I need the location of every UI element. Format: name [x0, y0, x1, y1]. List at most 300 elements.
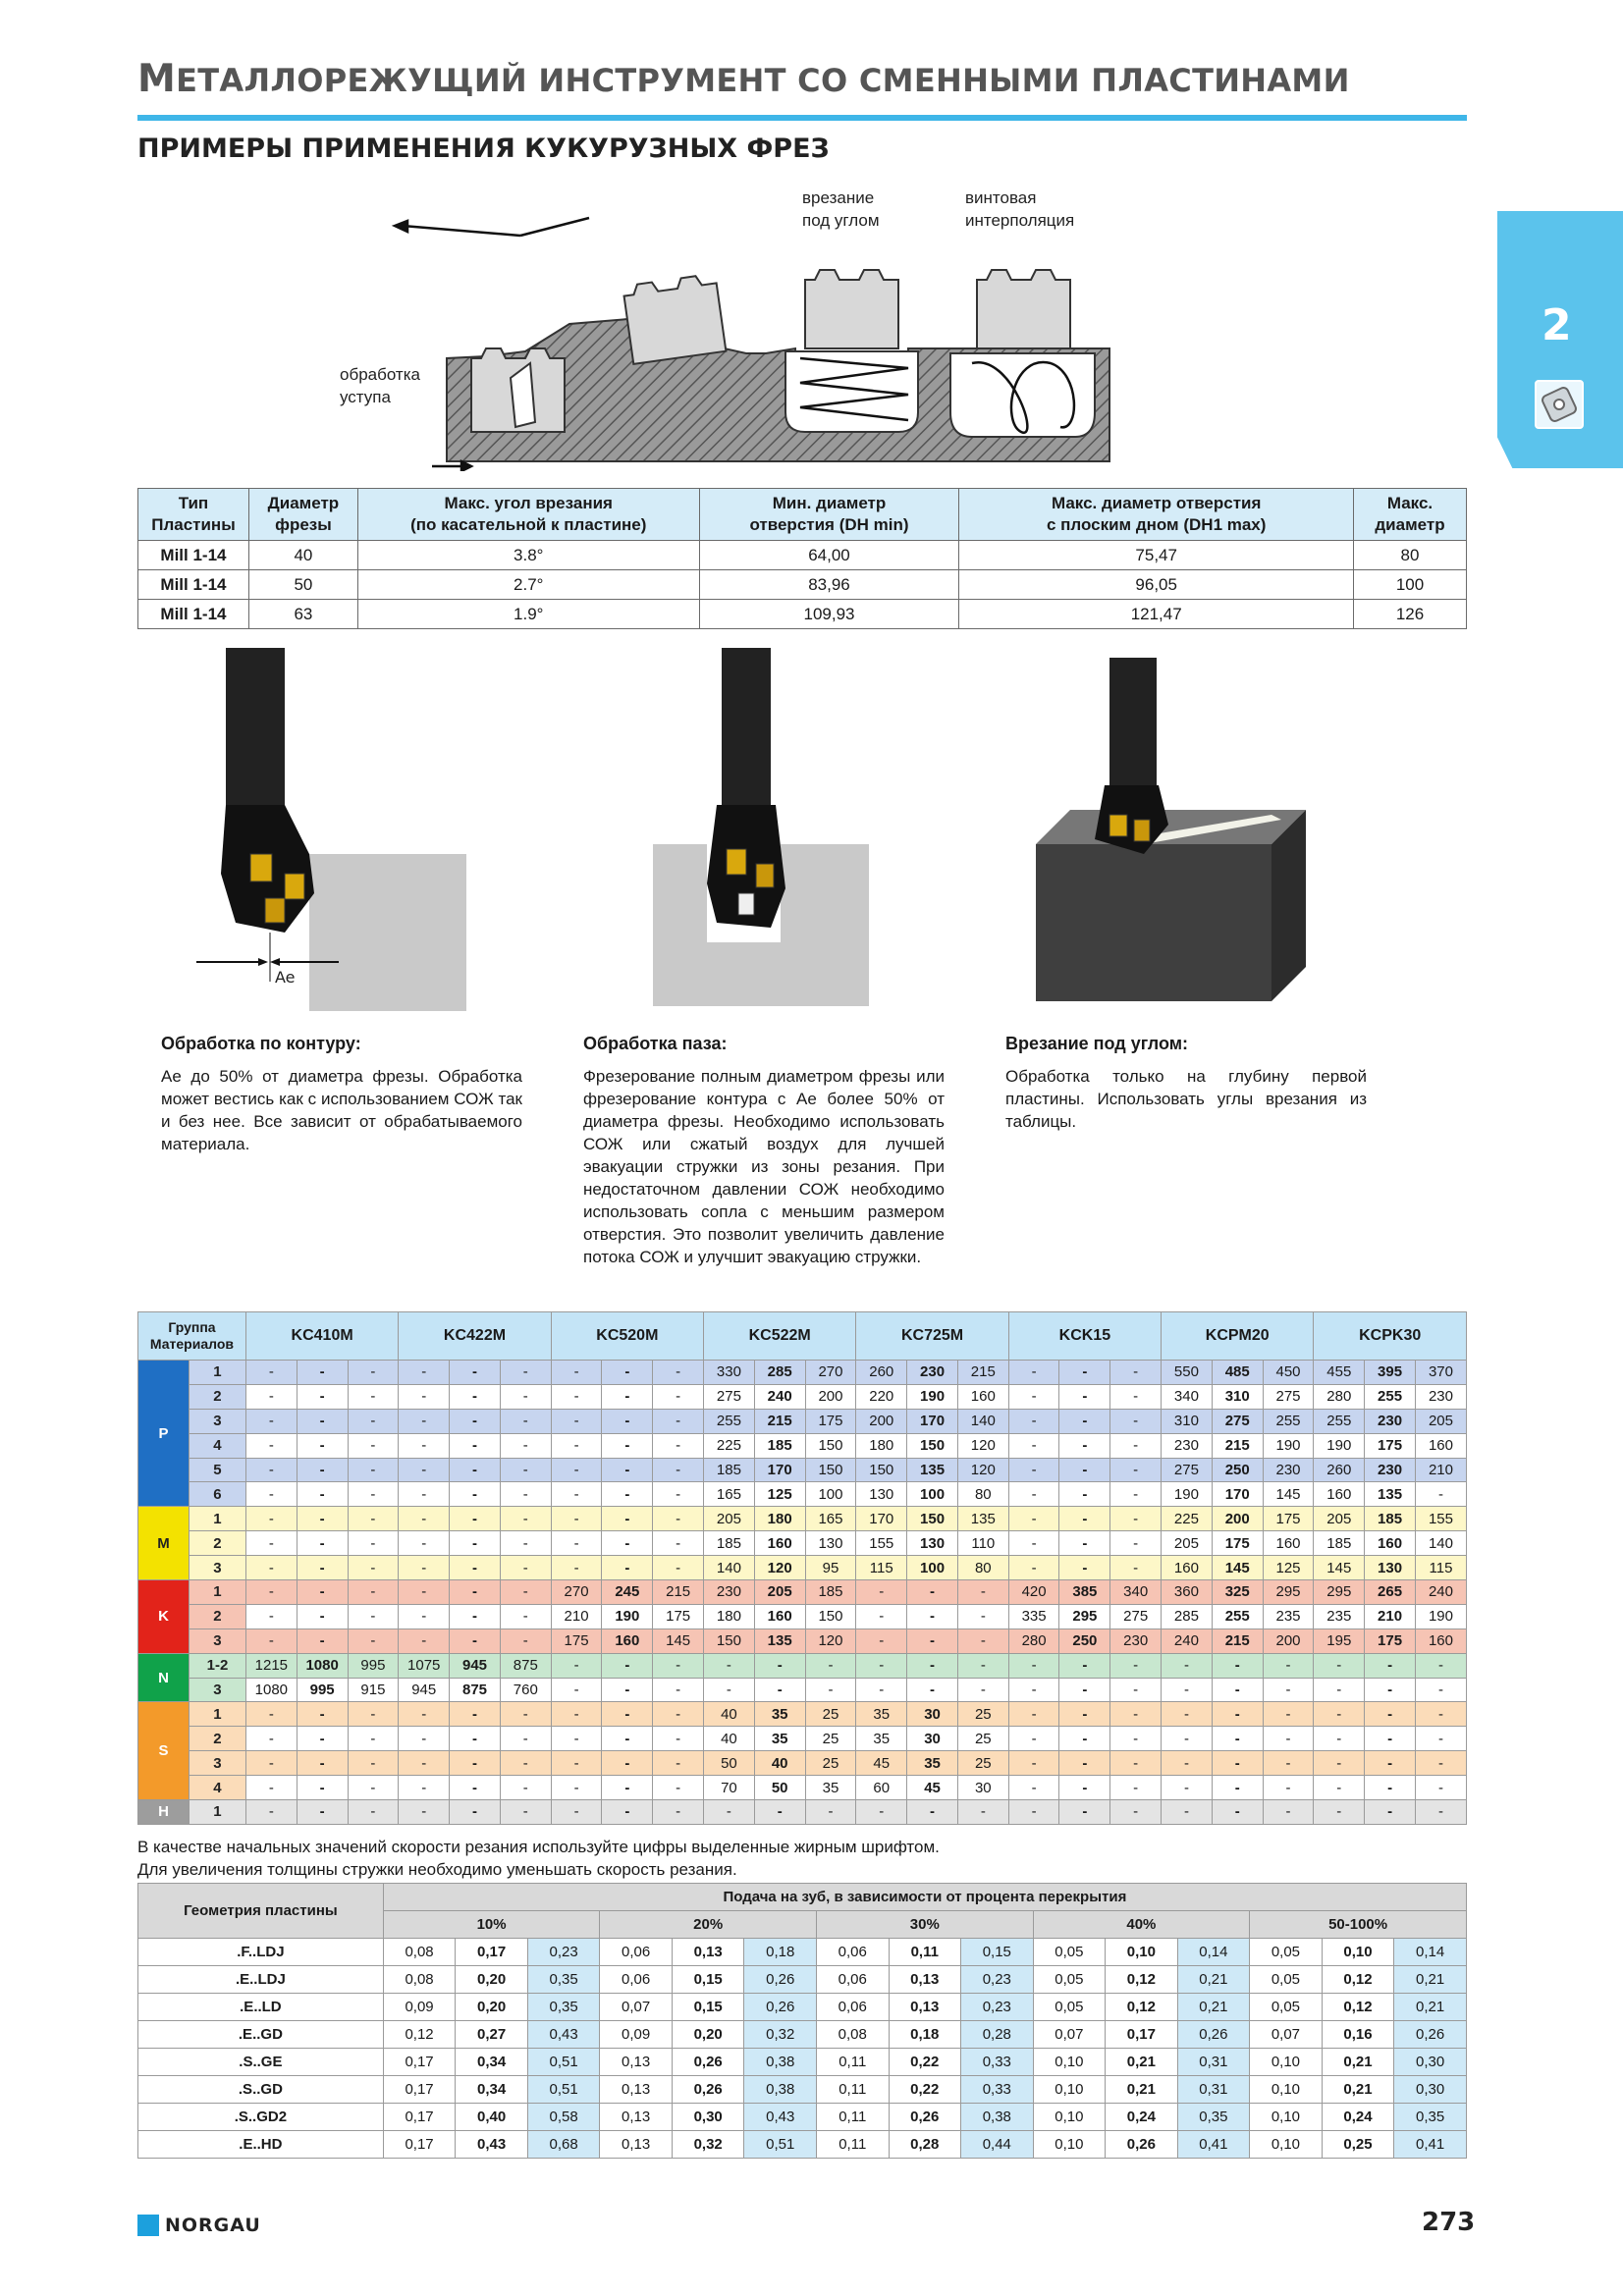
speed-cell: -: [399, 1604, 450, 1629]
feed-cell: 0,26: [672, 2049, 744, 2076]
speed-cell: -: [551, 1751, 602, 1776]
speed-cell: -: [297, 1580, 348, 1605]
feed-cell: 0,26: [744, 1966, 817, 1994]
feed-cell: 0,35: [527, 1966, 600, 1994]
speed-cell: -: [754, 1678, 805, 1702]
feed-cell: 0,38: [961, 2104, 1034, 2131]
speed-cell: 205: [754, 1580, 805, 1605]
material-subgroup-cell: 1-2: [189, 1653, 245, 1678]
speed-cell: -: [551, 1507, 602, 1531]
speed-cell: -: [348, 1409, 399, 1433]
speed-cell: -: [1212, 1751, 1263, 1776]
speed-cell: 255: [1212, 1604, 1263, 1629]
speed-cell: -: [348, 1751, 399, 1776]
speed-cell: -: [1059, 1507, 1110, 1531]
speed-cell: 125: [1263, 1556, 1314, 1580]
speed-cell: -: [399, 1384, 450, 1409]
feed-cell: 0,11: [889, 1939, 961, 1966]
feed-cell: 0,21: [1177, 1966, 1250, 1994]
feed-cell: 0,43: [744, 2104, 817, 2131]
feed-cell: 0,21: [1106, 2076, 1178, 2104]
speed-cell: 125: [754, 1482, 805, 1507]
speed-cell: 45: [856, 1751, 907, 1776]
ramp-col-header: Макс. диаметр: [1354, 489, 1467, 541]
feed-cell: 0,35: [1177, 2104, 1250, 2131]
speed-cell: -: [551, 1384, 602, 1409]
speed-cell: -: [1008, 1800, 1059, 1825]
feed-cell: 0,17: [1106, 2021, 1178, 2049]
feed-cell: 0,51: [744, 2131, 817, 2159]
speed-cell: -: [399, 1580, 450, 1605]
speed-cell: -: [602, 1361, 653, 1385]
speed-cell: -: [348, 1702, 399, 1727]
feed-cell: 0,30: [1394, 2049, 1467, 2076]
speed-cell: -: [602, 1507, 653, 1531]
speed-cell: -: [602, 1433, 653, 1458]
speed-cell: 450: [1263, 1361, 1314, 1385]
speed-cell: -: [348, 1629, 399, 1653]
ae-label: Ae: [275, 968, 296, 987]
material-group-cell: N: [138, 1653, 189, 1702]
speed-cell: 235: [1263, 1604, 1314, 1629]
feed-cell: 0,28: [889, 2131, 961, 2159]
feed-cell: 0,12: [1106, 1994, 1178, 2021]
feed-cell: 0,68: [527, 2131, 600, 2159]
speed-cell: -: [1110, 1653, 1162, 1678]
speed-cell: 130: [907, 1531, 958, 1556]
speed-cell: 175: [1212, 1531, 1263, 1556]
table-cell: 40: [248, 541, 357, 570]
speed-cell: 145: [1314, 1556, 1365, 1580]
speed-cell: 110: [957, 1531, 1008, 1556]
table-row: [138, 1482, 1467, 1507]
feed-cell: 0,26: [672, 2076, 744, 2104]
speed-cell: -: [297, 1433, 348, 1458]
speed-cell: 180: [754, 1507, 805, 1531]
speed-cell: 340: [1110, 1580, 1162, 1605]
speed-cell: -: [704, 1678, 755, 1702]
speed-cell: -: [602, 1751, 653, 1776]
speed-cell: -: [1110, 1361, 1162, 1385]
speed-cell: -: [856, 1678, 907, 1702]
feed-cell: 0,07: [1250, 2021, 1323, 2049]
speed-cell: -: [450, 1604, 501, 1629]
speed-cell: -: [399, 1409, 450, 1433]
speed-cell: 130: [856, 1482, 907, 1507]
feed-cell: 0,10: [1250, 2131, 1323, 2159]
label-ramp: врезание под углом: [802, 188, 880, 230]
table-cell: 75,47: [959, 541, 1354, 570]
speed-cell: 200: [805, 1384, 856, 1409]
speed-cell: 210: [1415, 1458, 1466, 1482]
speed-cell: 120: [957, 1433, 1008, 1458]
speed-cell: 945: [399, 1678, 450, 1702]
grade-header: KC422M: [399, 1312, 551, 1361]
feed-cell: 0,18: [889, 2021, 961, 2049]
speed-cell: 240: [1415, 1580, 1466, 1605]
speed-cell: -: [1212, 1776, 1263, 1800]
feed-cell: 0,21: [1177, 1994, 1250, 2021]
speed-cell: 160: [754, 1531, 805, 1556]
feed-cell: 0,17: [456, 1939, 528, 1966]
speed-cell: -: [500, 1482, 551, 1507]
speed-cell: -: [653, 1800, 704, 1825]
speed-cell: 245: [602, 1580, 653, 1605]
speed-cell: -: [1212, 1653, 1263, 1678]
speed-cell: 170: [856, 1507, 907, 1531]
page-title: МЕТАЛЛОРЕЖУЩИЙ ИНСТРУМЕНТ СО СМЕННЫМИ ПЛАСТИНАМИ: [137, 57, 1350, 101]
speed-cell: 160: [1263, 1531, 1314, 1556]
feed-cell: 0,11: [816, 2104, 889, 2131]
speed-cell: -: [551, 1678, 602, 1702]
speed-cell: 210: [1365, 1604, 1416, 1629]
speed-cell: -: [1059, 1702, 1110, 1727]
material-subgroup-cell: 3: [189, 1556, 245, 1580]
feed-cell: 0,43: [527, 2021, 600, 2049]
speed-cell: 185: [805, 1580, 856, 1605]
feed-cell: 0,10: [1250, 2104, 1323, 2131]
speed-cell: -: [399, 1751, 450, 1776]
speed-cell: -: [1110, 1507, 1162, 1531]
speed-cell: 170: [754, 1458, 805, 1482]
feed-cell: 0,17: [383, 2076, 456, 2104]
feed-cell: 0,13: [889, 1966, 961, 1994]
speed-cell: 190: [1162, 1482, 1213, 1507]
material-group-cell: K: [138, 1580, 189, 1654]
speed-cell: -: [653, 1556, 704, 1580]
speed-cell: -: [602, 1653, 653, 1678]
speed-cell: 60: [856, 1776, 907, 1800]
example-contour: Обработка по контуру: Ае до 50% от диаметра фрезы. Обработка может вестись как с использованием СОЖ так и без нее. Все зависит от обрабатываемого материала.: [161, 1034, 522, 1153]
speed-cell: -: [500, 1507, 551, 1531]
feed-cell: 0,12: [1106, 1966, 1178, 1994]
speed-cell: -: [1008, 1409, 1059, 1433]
speed-cell: -: [297, 1507, 348, 1531]
speed-cell: -: [399, 1531, 450, 1556]
speed-cell: -: [1415, 1653, 1466, 1678]
speed-cell: -: [1008, 1751, 1059, 1776]
speed-cell: 230: [1365, 1458, 1416, 1482]
feed-cell: 0,34: [456, 2076, 528, 2104]
feed-cell: 0,35: [1394, 2104, 1467, 2131]
speed-cell: -: [1059, 1678, 1110, 1702]
speed-cell: -: [399, 1800, 450, 1825]
speed-cell: 30: [907, 1727, 958, 1751]
material-group-cell: S: [138, 1702, 189, 1800]
speed-cell: -: [1059, 1800, 1110, 1825]
speed-cell: -: [297, 1604, 348, 1629]
feed-cell: 0,26: [1394, 2021, 1467, 2049]
speed-cell: -: [450, 1702, 501, 1727]
material-subgroup-cell: 1: [189, 1702, 245, 1727]
speed-cell: -: [450, 1629, 501, 1653]
table-row: [138, 1458, 1467, 1482]
speed-cell: 200: [1263, 1629, 1314, 1653]
speed-cell: -: [856, 1629, 907, 1653]
material-group-cell: M: [138, 1507, 189, 1580]
geometry-header: Геометрия пластины: [138, 1884, 384, 1939]
feed-per-tooth-table: [137, 1883, 1467, 2159]
speed-cell: -: [399, 1702, 450, 1727]
speed-cell: -: [1415, 1702, 1466, 1727]
speed-cell: 140: [957, 1409, 1008, 1433]
speed-cell: -: [805, 1653, 856, 1678]
speed-cell: -: [450, 1482, 501, 1507]
speed-cell: -: [348, 1776, 399, 1800]
speed-cell: -: [551, 1482, 602, 1507]
speed-cell: -: [1008, 1556, 1059, 1580]
speed-cell: 225: [704, 1433, 755, 1458]
material-group-cell: P: [138, 1361, 189, 1507]
speed-cell: 235: [1314, 1604, 1365, 1629]
speed-cell: 215: [754, 1409, 805, 1433]
speed-cell: 40: [754, 1751, 805, 1776]
feed-cell: 0,26: [1177, 2021, 1250, 2049]
speed-cell: -: [450, 1458, 501, 1482]
speed-cell: -: [450, 1751, 501, 1776]
feed-cell: 0,13: [889, 1994, 961, 2021]
feed-cell: 0,05: [1033, 1939, 1106, 1966]
material-subgroup-cell: 4: [189, 1776, 245, 1800]
speed-cell: 150: [805, 1604, 856, 1629]
speed-cell: 130: [805, 1531, 856, 1556]
speed-cell: 370: [1415, 1361, 1466, 1385]
ramp-col-header: Мин. диаметр отверстия (DH min): [699, 489, 959, 541]
speed-cell: 160: [1314, 1482, 1365, 1507]
feed-cell: 0,08: [383, 1939, 456, 1966]
speed-cell: 185: [1314, 1531, 1365, 1556]
speed-cell: 115: [856, 1556, 907, 1580]
feed-cell: 0,21: [1394, 1994, 1467, 2021]
speed-cell: -: [1110, 1556, 1162, 1580]
feed-cell: 0,13: [600, 2104, 673, 2131]
material-subgroup-cell: 1: [189, 1507, 245, 1531]
speed-cell: 35: [805, 1776, 856, 1800]
speed-cell: -: [653, 1384, 704, 1409]
speed-cell: 215: [653, 1580, 704, 1605]
speed-cell: -: [500, 1604, 551, 1629]
speed-cell: 215: [957, 1361, 1008, 1385]
table-row: [138, 1384, 1467, 1409]
speed-cell: 80: [957, 1482, 1008, 1507]
feed-cell: 0,06: [600, 1966, 673, 1994]
speed-cell: -: [602, 1800, 653, 1825]
speed-cell: 875: [500, 1653, 551, 1678]
table-cell: 50: [248, 570, 357, 600]
speed-cell: -: [653, 1361, 704, 1385]
speed-cell: 230: [1365, 1409, 1416, 1433]
speed-cell: 1075: [399, 1653, 450, 1678]
ramp-col-header: Макс. угол врезания (по касательной к пластине): [357, 489, 699, 541]
speed-cell: -: [1314, 1751, 1365, 1776]
speed-cell: -: [500, 1727, 551, 1751]
feed-cell: 0,07: [1033, 2021, 1106, 2049]
table-row: [138, 1776, 1467, 1800]
speed-cell: -: [856, 1653, 907, 1678]
feed-cell: 0,07: [600, 1994, 673, 2021]
speed-cell: 150: [805, 1433, 856, 1458]
table-cell: 1.9°: [357, 600, 699, 629]
feed-cell: 0,06: [816, 1994, 889, 2021]
speed-cell: 135: [1365, 1482, 1416, 1507]
speed-cell: 190: [1415, 1604, 1466, 1629]
feed-cell: 0,20: [456, 1966, 528, 1994]
table-cell: 3.8°: [357, 541, 699, 570]
speed-cell: -: [653, 1653, 704, 1678]
geometry-cell: .E..HD: [138, 2131, 384, 2159]
feed-cell: 0,26: [1106, 2131, 1178, 2159]
feed-cell: 0,08: [816, 2021, 889, 2049]
speed-cell: -: [551, 1653, 602, 1678]
feed-cell: 0,31: [1177, 2076, 1250, 2104]
section-title: ПРИМЕРЫ ПРИМЕНЕНИЯ КУКУРУЗНЫХ ФРЕЗ: [137, 133, 830, 164]
speed-cell: 165: [805, 1507, 856, 1531]
speed-cell: -: [450, 1556, 501, 1580]
speed-cell: -: [500, 1458, 551, 1482]
feed-cell: 0,15: [672, 1994, 744, 2021]
feed-cell: 0,10: [1106, 1939, 1178, 1966]
material-subgroup-cell: 1: [189, 1800, 245, 1825]
table-row: [138, 600, 1467, 629]
ramp-col-header: Макс. диаметр отверстия с плоским дном (DH1 max): [959, 489, 1354, 541]
speed-cell: 175: [1365, 1433, 1416, 1458]
speed-cell: 280: [1008, 1629, 1059, 1653]
speed-cell: -: [653, 1507, 704, 1531]
speed-cell: -: [1110, 1678, 1162, 1702]
speed-cell: 265: [1365, 1580, 1416, 1605]
feed-cell: 0,17: [383, 2104, 456, 2131]
speed-cell: -: [245, 1361, 297, 1385]
feed-cell: 0,31: [1177, 2049, 1250, 2076]
material-subgroup-cell: 3: [189, 1751, 245, 1776]
table-cell: 121,47: [959, 600, 1354, 629]
speed-cell: -: [297, 1361, 348, 1385]
feed-cell: 0,11: [816, 2131, 889, 2159]
table-row: [138, 1678, 1467, 1702]
table-row: [138, 1653, 1467, 1678]
speed-cell: -: [551, 1458, 602, 1482]
speed-cell: 195: [1314, 1629, 1365, 1653]
speed-cell: -: [1008, 1678, 1059, 1702]
speed-cell: 255: [1263, 1409, 1314, 1433]
table-row: [138, 541, 1467, 570]
feed-cell: 0,10: [1033, 2076, 1106, 2104]
speed-cell: -: [754, 1653, 805, 1678]
speed-cell: -: [1059, 1531, 1110, 1556]
speed-cell: 150: [805, 1458, 856, 1482]
speed-cell: -: [602, 1556, 653, 1580]
cutter-helix: [977, 270, 1070, 348]
speed-cell: -: [1008, 1702, 1059, 1727]
speed-cell: 150: [907, 1433, 958, 1458]
speed-cell: -: [1415, 1678, 1466, 1702]
feed-cell: 0,26: [889, 2104, 961, 2131]
speed-cell: 100: [805, 1482, 856, 1507]
feed-cell: 0,12: [1322, 1994, 1394, 2021]
speed-cell: 275: [1162, 1458, 1213, 1482]
speed-cell: -: [957, 1604, 1008, 1629]
feed-cell: 0,13: [672, 1939, 744, 1966]
speed-cell: 275: [1110, 1604, 1162, 1629]
feed-cell: 0,23: [527, 1939, 600, 1966]
feed-cell: 0,17: [383, 2049, 456, 2076]
speed-cell: -: [500, 1433, 551, 1458]
speed-cell: -: [500, 1361, 551, 1385]
grade-header: KCPK30: [1314, 1312, 1467, 1361]
speed-cell: -: [348, 1384, 399, 1409]
grade-header: KC410M: [245, 1312, 398, 1361]
speed-cell: 115: [1415, 1556, 1466, 1580]
speed-cell: -: [500, 1531, 551, 1556]
speed-cell: -: [245, 1800, 297, 1825]
table-row: [138, 570, 1467, 600]
speed-notes: В качестве начальных значений скорости резания используйте цифры выделенные жирным шрифтом. Для увеличения толщины стружки необходимо уменьшать скорость резания.: [137, 1838, 940, 1879]
speed-cell: 185: [1365, 1507, 1416, 1531]
speed-cell: -: [450, 1776, 501, 1800]
speed-cell: -: [1110, 1482, 1162, 1507]
feed-cell: 0,30: [1394, 2076, 1467, 2104]
speed-cell: 160: [754, 1604, 805, 1629]
speed-cell: 160: [1415, 1433, 1466, 1458]
feed-cell: 0,12: [1322, 1966, 1394, 1994]
speed-cell: -: [1008, 1458, 1059, 1482]
speed-cell: -: [297, 1409, 348, 1433]
speed-cell: 455: [1314, 1361, 1365, 1385]
speed-cell: -: [450, 1800, 501, 1825]
speed-cell: -: [957, 1580, 1008, 1605]
speed-cell: -: [399, 1776, 450, 1800]
speed-cell: -: [399, 1361, 450, 1385]
speed-cell: 145: [1263, 1482, 1314, 1507]
speed-cell: 1080: [297, 1653, 348, 1678]
speed-cell: -: [551, 1556, 602, 1580]
speed-cell: 140: [704, 1556, 755, 1580]
insert-icon: [1535, 380, 1584, 429]
speed-cell: -: [1415, 1482, 1466, 1507]
speed-cell: -: [245, 1556, 297, 1580]
speed-cell: 45: [907, 1776, 958, 1800]
speed-cell: -: [348, 1433, 399, 1458]
material-subgroup-cell: 2: [189, 1604, 245, 1629]
speed-cell: -: [1212, 1702, 1263, 1727]
speed-cell: -: [348, 1482, 399, 1507]
speed-cell: -: [1365, 1653, 1416, 1678]
speed-cell: -: [1162, 1678, 1213, 1702]
feed-cell: 0,11: [816, 2076, 889, 2104]
table-row: [138, 1629, 1467, 1653]
speed-cell: -: [1110, 1531, 1162, 1556]
speed-cell: 275: [1263, 1384, 1314, 1409]
table-row: [138, 1994, 1467, 2021]
speed-cell: 175: [1365, 1629, 1416, 1653]
speed-cell: 285: [1162, 1604, 1213, 1629]
speed-cell: 310: [1212, 1384, 1263, 1409]
speed-cell: -: [1212, 1800, 1263, 1825]
speed-cell: 35: [754, 1702, 805, 1727]
geometry-cell: .S..GD2: [138, 2104, 384, 2131]
table-row: [138, 1939, 1467, 1966]
feed-cell: 0,43: [456, 2131, 528, 2159]
speed-cell: -: [1008, 1727, 1059, 1751]
speed-cell: 215: [1212, 1629, 1263, 1653]
feed-cell: 0,05: [1250, 1994, 1323, 2021]
speed-cell: -: [1365, 1727, 1416, 1751]
table-row: [138, 1361, 1467, 1385]
speed-cell: -: [957, 1678, 1008, 1702]
feed-cell: 0,41: [1394, 2131, 1467, 2159]
speed-cell: -: [907, 1653, 958, 1678]
ramp-col-header: Тип Пластины: [138, 489, 249, 541]
